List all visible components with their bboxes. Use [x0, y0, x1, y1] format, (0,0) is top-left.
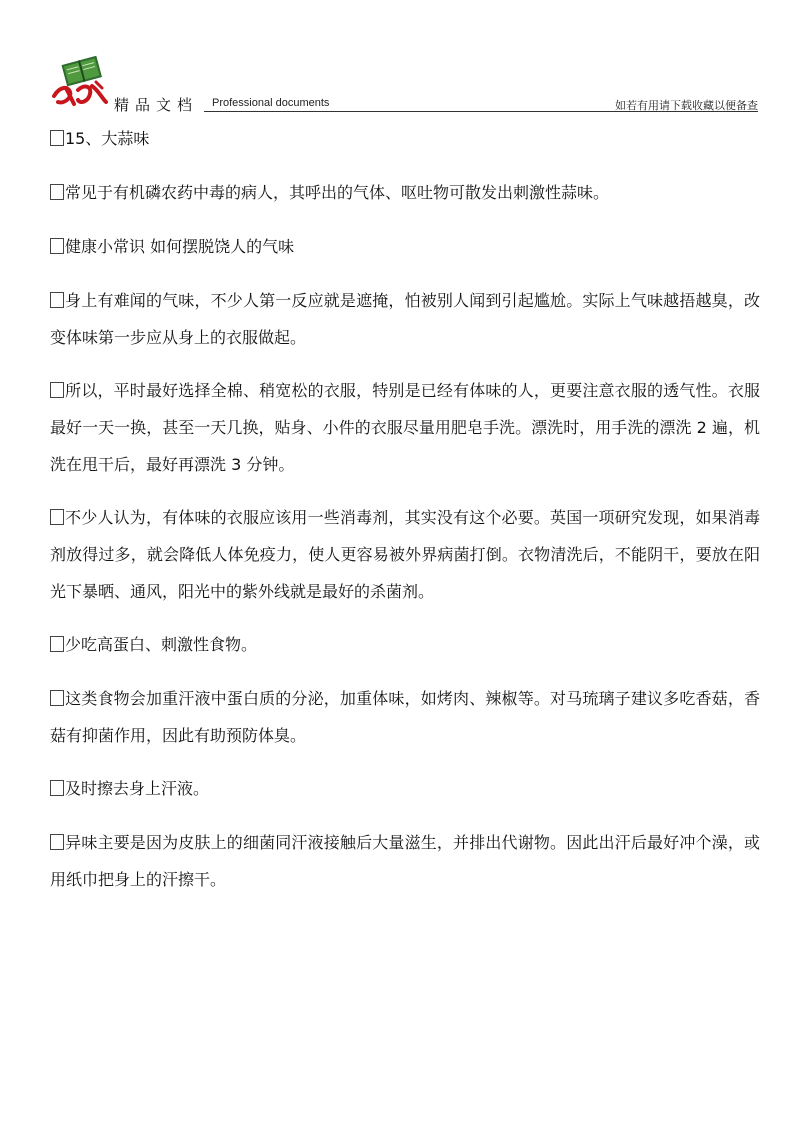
bullet-box-icon: [50, 834, 64, 850]
paragraph-text: 常见于有机磷农药中毒的病人，其呼出的气体、呕吐物可散发出刺激性蒜味。: [65, 183, 610, 202]
paragraph-text: 身上有难闻的气味，不少人第一反应就是遮掩，怕被别人闻到引起尴尬。实际上气味越捂越臭，改变体味第一步应从身上的衣服做起。: [50, 291, 760, 347]
bullet-box-icon: [50, 509, 64, 525]
paragraph-text: 异味主要是因为皮肤上的细菌同汗液接触后大量滋生，并排出代谢物。因此出汗后最好冲个澡，或用纸巾把身上的汗擦干。: [50, 833, 760, 889]
bullet-box-icon: [50, 636, 64, 652]
bullet-box-icon: [50, 238, 64, 254]
brand-title: 精品文档: [114, 96, 199, 114]
paragraph: [50, 770, 760, 807]
bullet-box-icon: [50, 184, 64, 200]
paragraph: [50, 282, 760, 356]
paragraph: [50, 680, 760, 754]
paragraph-text: 所以，平时最好选择全棉、稍宽松的衣服，特别是已经有体味的人，更要注意衣服的透气性。衣服最好一天一换，甚至一天几换，贴身、小件的衣服尽量用肥皂手洗。漂洗时，用手洗的漂洗 2 遍，机洗在甩干后，最好再漂洗 3 分钟。: [50, 381, 760, 474]
header-divider: [204, 111, 758, 112]
paragraph: [50, 372, 760, 483]
paragraph: [50, 120, 760, 157]
paragraph: [50, 228, 760, 265]
brand-subtitle: Professional documents: [212, 97, 330, 109]
document-body: [50, 120, 760, 914]
paragraph: [50, 824, 760, 898]
paragraph: [50, 499, 760, 610]
bullet-box-icon: [50, 382, 64, 398]
bullet-box-icon: [50, 690, 64, 706]
header-note: 如若有用请下载收藏以便备查: [615, 99, 758, 112]
page-header: [50, 52, 758, 112]
paragraph-text: 15、大蒜味: [65, 129, 150, 148]
bullet-box-icon: [50, 292, 64, 308]
paragraph-text: 及时擦去身上汗液。: [65, 779, 210, 798]
book-logo-icon: [50, 52, 110, 108]
paragraph-text: 健康小常识 如何摆脱饶人的气味: [65, 237, 295, 256]
bullet-box-icon: [50, 780, 64, 796]
paragraph-text: 不少人认为，有体味的衣服应该用一些消毒剂，其实没有这个必要。英国一项研究发现，如果消毒剂放得过多，就会降低人体免疫力，使人更容易被外界病菌打倒。衣物清洗后，不能阴干，要放在阳光下暴晒、通风，阳光中的紫外线就是最好的杀菌剂。: [50, 508, 760, 601]
paragraph-text: 少吃高蛋白、刺激性食物。: [65, 635, 258, 654]
bullet-box-icon: [50, 130, 64, 146]
paragraph: [50, 174, 760, 211]
paragraph-text: 这类食物会加重汗液中蛋白质的分泌，加重体味，如烤肉、辣椒等。对马琉璃子建议多吃香菇，香菇有抑菌作用，因此有助预防体臭。: [50, 689, 760, 745]
paragraph: [50, 626, 760, 663]
